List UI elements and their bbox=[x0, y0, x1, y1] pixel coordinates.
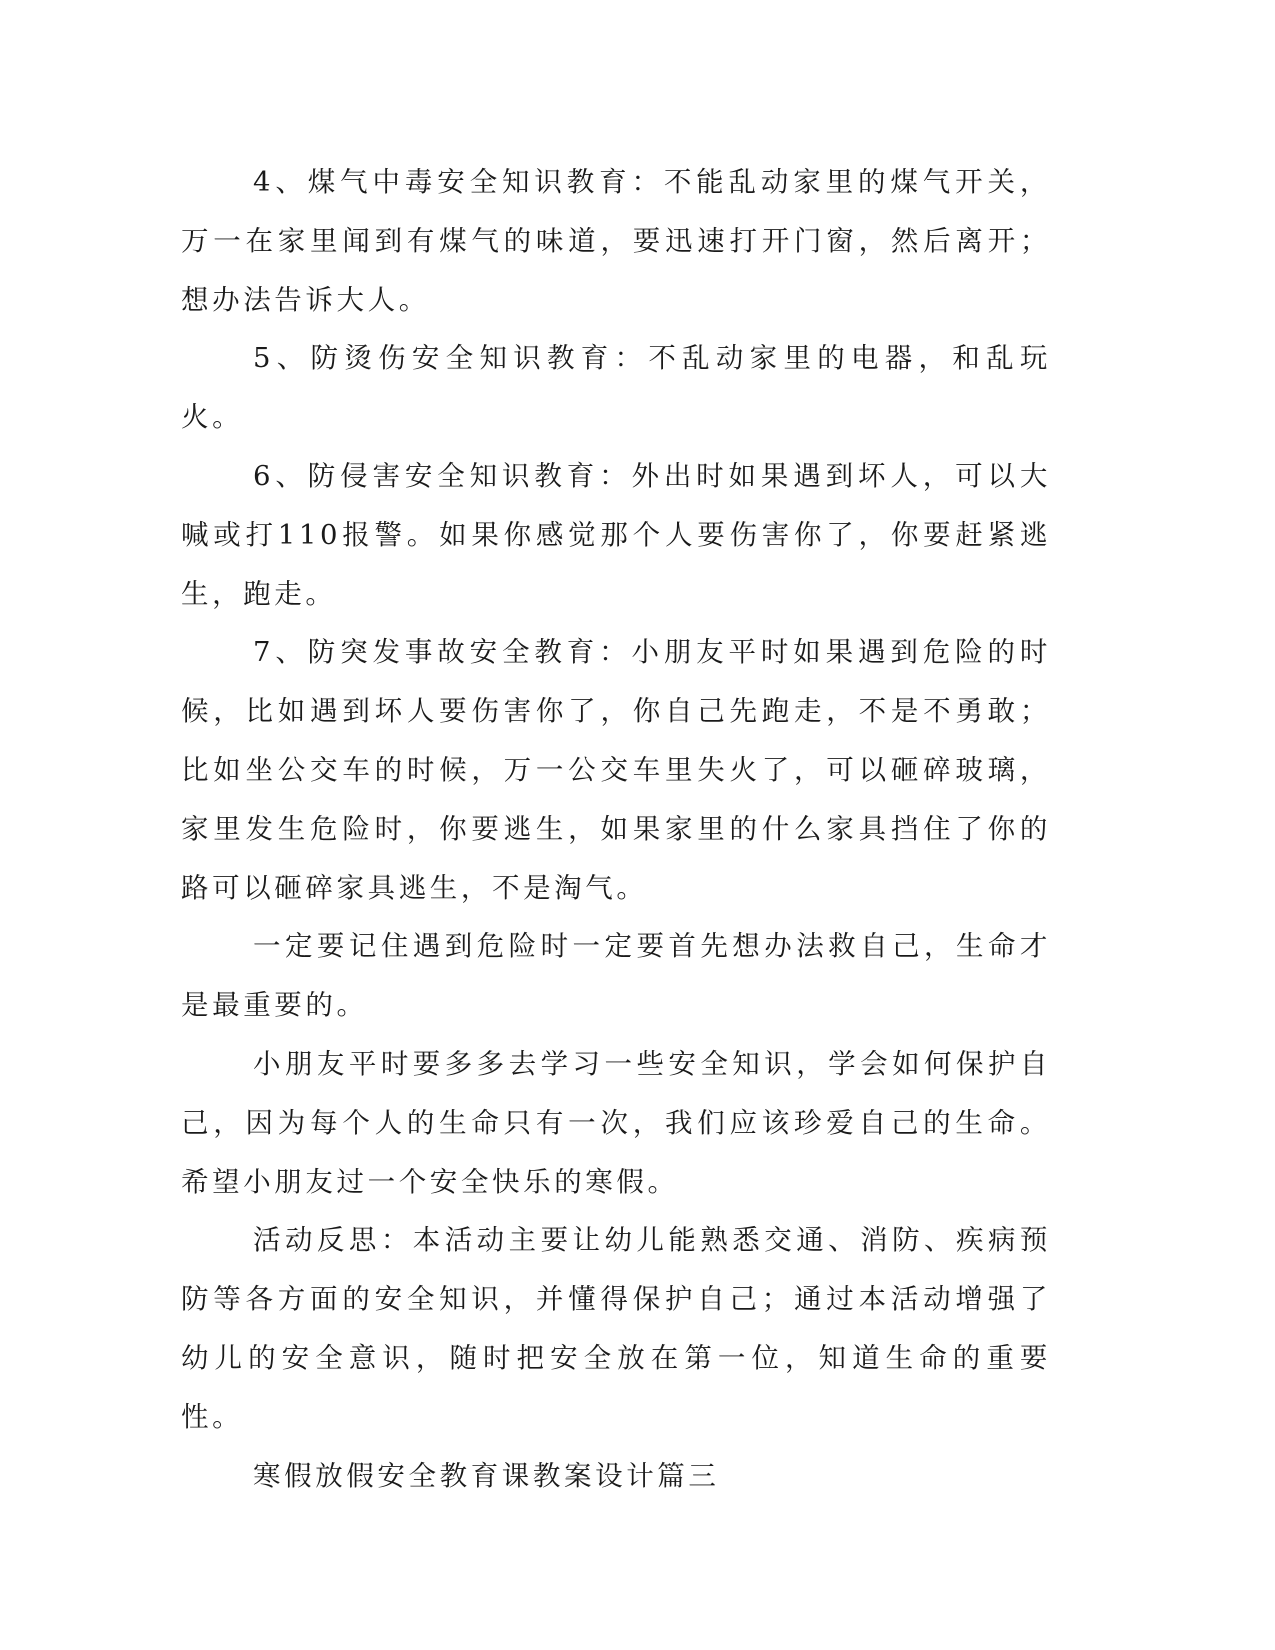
paragraph-gas-poisoning-safety: 4、煤气中毒安全知识教育：不能乱动家里的煤气开关，万一在家里闻到有煤气的味道，要迅速打开门窗，然后离开；想办法告诉大人。 bbox=[181, 166, 1051, 316]
paragraph-activity-reflection: 活动反思：本活动主要让幼儿能熟悉交通、消防、疾病预防等各方面的安全知识，并懂得保护自己；通过本活动增强了幼儿的安全意识，随时把安全放在第一位，知道生命的重要性。 bbox=[181, 1224, 1051, 1433]
paragraph-assault-prevention-safety: 6、防侵害安全知识教育：外出时如果遇到坏人，可以大喊或打110报警。如果你感觉那个人要伤害你了，你要赶紧逃生，跑走。 bbox=[181, 459, 1051, 610]
paragraph-burn-prevention-safety: 5、防烫伤安全知识教育：不乱动家里的电器，和乱玩火。 bbox=[181, 342, 1051, 434]
document-body bbox=[181, 153, 1051, 1505]
paragraph-learn-safety-knowledge: 小朋友平时要多多去学习一些安全知识，学会如何保护自己，因为每个人的生命只有一次，我们应该珍爱自己的生命。希望小朋友过一个安全快乐的寒假。 bbox=[181, 1047, 1051, 1198]
paragraph-emergency-safety: 7、防突发事故安全教育：小朋友平时如果遇到危险的时候，比如遇到坏人要伤害你了，你自己先跑走，不是不勇敢；比如坐公交车的时候，万一公交车里失火了，可以砸碎玻璃，家里发生危险时，你要逃生，如果家里的什么家具挡住了你的路可以砸碎家具逃生，不是淘气。 bbox=[181, 636, 1051, 904]
paragraph-remember-self-rescue: 一定要记住遇到危险时一定要首先想办法救自己，生命才是最重要的。 bbox=[181, 930, 1051, 1022]
section-heading-part-three: 寒假放假安全教育课教案设计篇三 bbox=[253, 1459, 720, 1492]
